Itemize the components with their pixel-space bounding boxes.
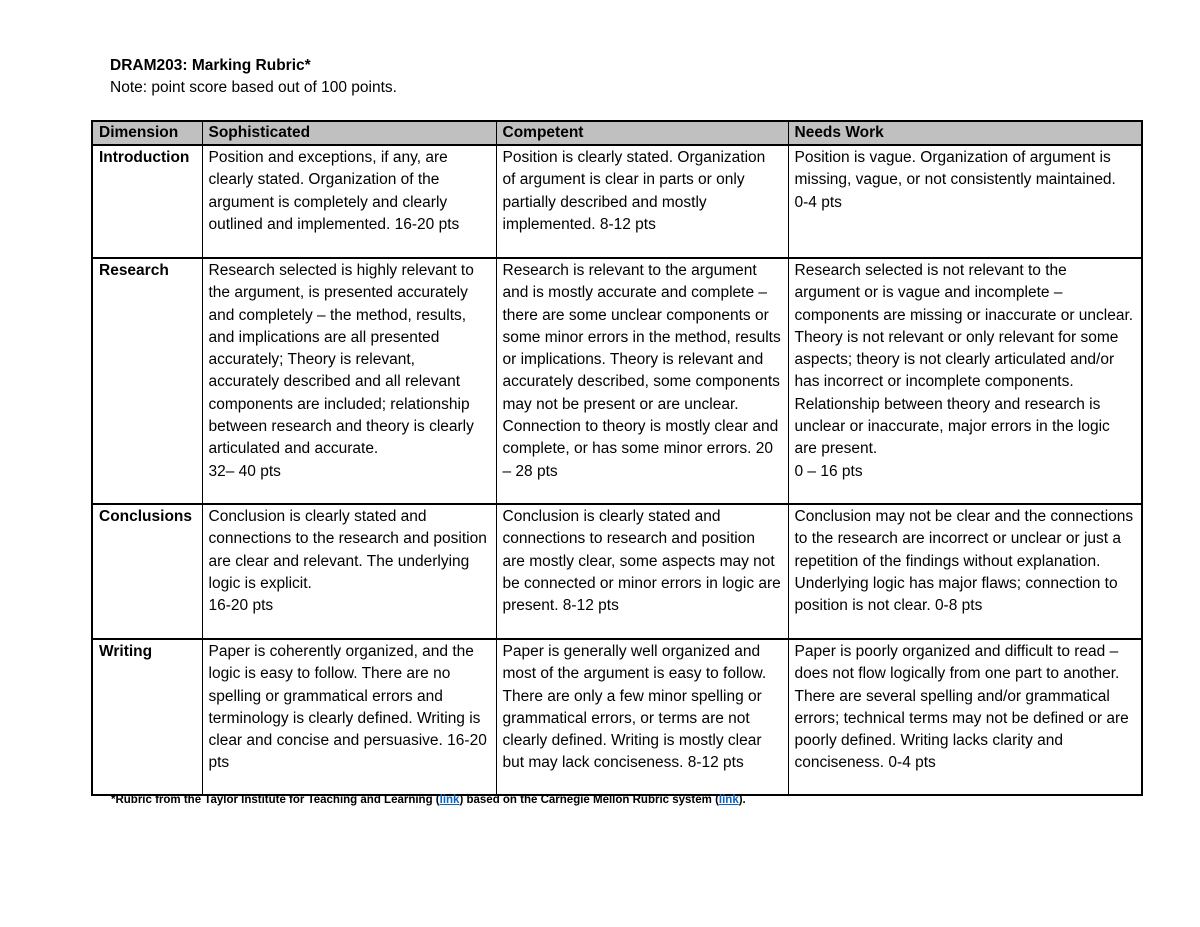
page-note: Note: point score based out of 100 points. <box>110 79 397 96</box>
sophisticated-cell: Paper is coherently organized, and the logic is easy to follow. There are no spelling or grammatical errors and terminology is clearly defined. Writing is clear and concise and persuasive. 16-20 pts <box>202 639 496 795</box>
header-competent: Competent <box>496 121 788 145</box>
rubric-table <box>91 120 1143 796</box>
header-needs-work: Needs Work <box>788 121 1142 145</box>
sophisticated-cell: Conclusion is clearly stated and connections to the research and position are clear and relevant. The underlying logic is explicit. 16-20 pts <box>202 504 496 639</box>
dimension-cell: Introduction <box>92 145 202 258</box>
dimension-cell: Conclusions <box>92 504 202 639</box>
taylor-institute-link[interactable]: link <box>439 794 460 806</box>
table-header-row <box>92 121 1142 145</box>
footnote-text-before: *Rubric from the Taylor Institute for Teaching and Learning ( <box>111 794 440 806</box>
table-row-research <box>92 258 1142 504</box>
dimension-cell: Research <box>92 258 202 504</box>
carnegie-mellon-link[interactable]: link <box>718 794 739 806</box>
competent-cell: Position is clearly stated. Organization of argument is clear in parts or only partially described and mostly implemented. 8-12 pts <box>496 145 788 258</box>
competent-cell: Paper is generally well organized and most of the argument is easy to follow. There are only a few minor spelling or grammatical errors, or terms are not clearly defined. Writing is mostly clear but may lack conciseness. 8-12 pts <box>496 639 788 795</box>
needs-work-cell: Position is vague. Organization of argument is missing, vague, or not consistently maintained. 0-4 pts <box>788 145 1142 258</box>
needs-work-cell: Research selected is not relevant to the argument or is vague and incomplete – components are missing or inaccurate or unclear. Theory is not relevant or only relevant for some aspects; theory is not clearly articulated and/or has incorrect or incomplete components. Relationship between theory and research is unclear or inaccurate, major errors in the logic are present. 0 – 16 pts <box>788 258 1142 504</box>
sophisticated-cell: Position and exceptions, if any, are clearly stated. Organization of the argument is completely and clearly outlined and implemented. 16-20 pts <box>202 145 496 258</box>
competent-cell: Research is relevant to the argument and is mostly accurate and complete – there are some unclear components or some minor errors in the method, results or implications. Theory is relevant and accurately described, some components may not be present or are unclear. Connection to theory is mostly clear and complete, or has some minor errors. 20 – 28 pts <box>496 258 788 504</box>
footnote-text-after: ). <box>738 794 746 806</box>
needs-work-cell: Paper is poorly organized and difficult to read – does not flow logically from one part to another. There are several spelling and/or grammatical errors; technical terms may not be defined or are poorly defined. Writing lacks clarity and conciseness. 0-4 pts <box>788 639 1142 795</box>
header-sophisticated: Sophisticated <box>202 121 496 145</box>
dimension-cell: Writing <box>92 639 202 795</box>
table-row-conclusions <box>92 504 1142 639</box>
footnote <box>111 792 746 808</box>
header-dimension: Dimension <box>92 121 202 145</box>
page-title: DRAM203: Marking Rubric* <box>110 57 311 74</box>
table-row-writing <box>92 639 1142 795</box>
table-row-introduction <box>92 145 1142 258</box>
competent-cell: Conclusion is clearly stated and connections to research and position are mostly clear, some aspects may not be connected or minor errors in logic are present. 8-12 pts <box>496 504 788 639</box>
footnote-text-middle: ) based on the Carnegie Mellon Rubric system ( <box>459 794 719 806</box>
sophisticated-cell: Research selected is highly relevant to the argument, is presented accurately and completely – the method, results, and implications are all presented accurately; Theory is relevant, accurately described and all relevant components are included; relationship between research and theory is clearly articulated and accurate. 32– 40 pts <box>202 258 496 504</box>
needs-work-cell: Conclusion may not be clear and the connections to the research are incorrect or unclear or just a repetition of the findings without explanation. Underlying logic has major flaws; connection to position is not clear. 0-8 pts <box>788 504 1142 639</box>
